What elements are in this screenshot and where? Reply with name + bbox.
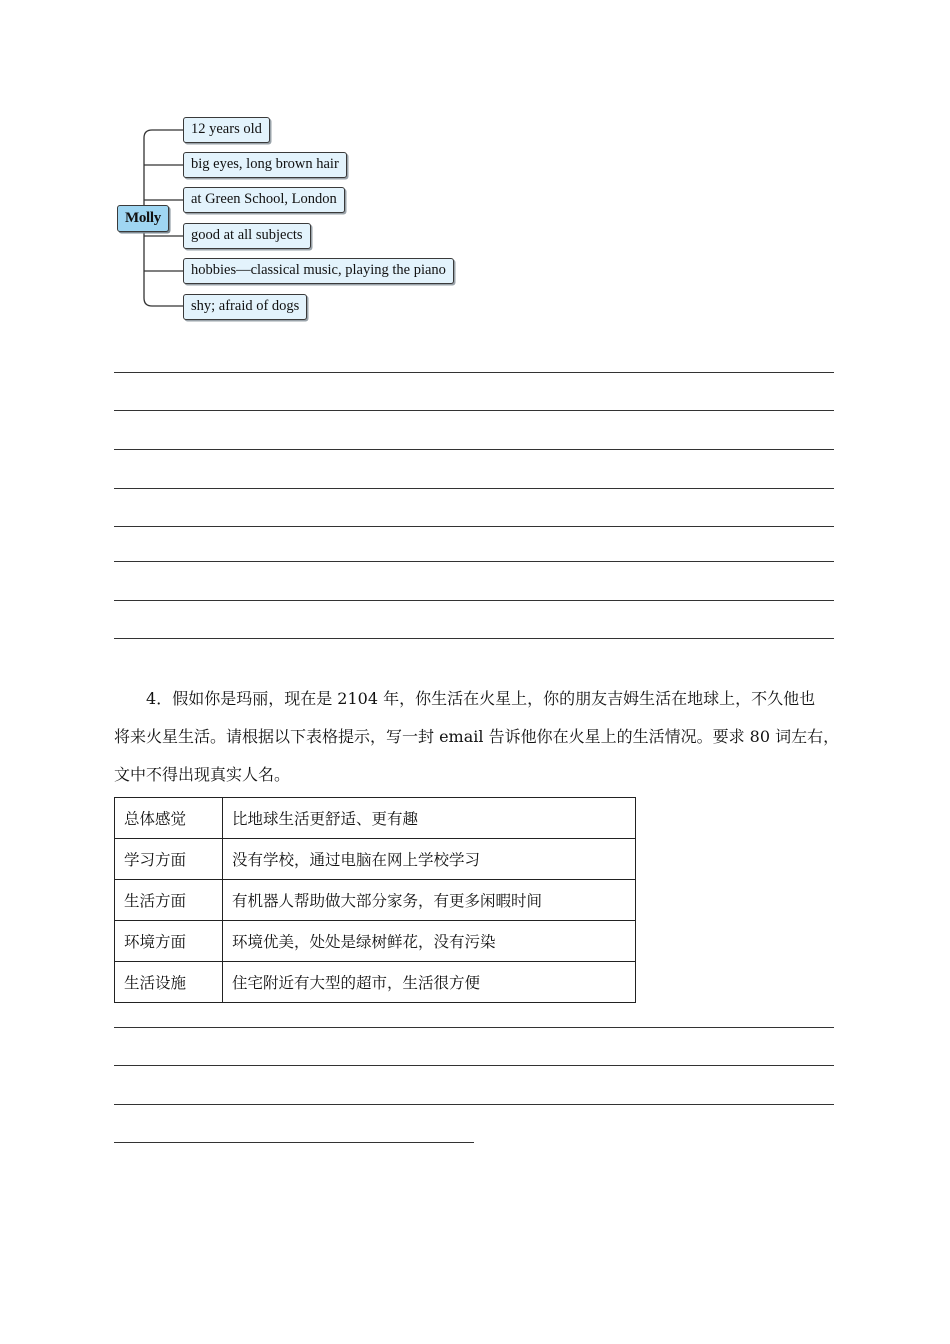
mind-map-node-school: at Green School, London <box>183 187 345 213</box>
molly-mind-map <box>0 0 950 340</box>
question-prompt-line-1: 4．假如你是玛丽，现在是 2104 年，你生活在火星上，你的朋友吉姆生活在地球上，不久他也 <box>146 689 816 708</box>
answer-line <box>114 488 834 489</box>
table-row <box>115 880 636 921</box>
answer-line <box>114 410 834 411</box>
table-key-cell: 生活方面 <box>115 880 223 921</box>
answer-line <box>114 600 834 601</box>
question-prompt-line-3: 文中不得出现真实人名。 <box>114 765 291 784</box>
table-key-cell: 环境方面 <box>115 921 223 962</box>
question-number: 4 <box>146 689 157 708</box>
table-value-cell: 环境优美，处处是绿树鲜花，没有污染 <box>223 921 636 962</box>
table-row <box>115 921 636 962</box>
mind-map-node-age: 12 years old <box>183 117 270 143</box>
answer-line <box>114 1027 834 1028</box>
table-value-cell: 没有学校，通过电脑在网上学校学习 <box>223 839 636 880</box>
question-prompt-line-2: 将来火星生活。请根据以下表格提示，写一封 email 告诉他你在火星上的生活情况。要求 80 词左右， <box>114 727 840 746</box>
answer-line-short <box>114 1142 474 1143</box>
answer-line <box>114 561 834 562</box>
answer-line <box>114 1104 834 1105</box>
answer-line <box>114 526 834 527</box>
question-4-prompt <box>114 680 849 794</box>
answer-line <box>114 372 834 373</box>
table-key-cell: 总体感觉 <box>115 798 223 839</box>
hints-table <box>114 797 636 1003</box>
answer-line <box>114 638 834 639</box>
table-value-cell: 比地球生活更舒适、更有趣 <box>223 798 636 839</box>
mind-map-node-hobbies: hobbies—classical music, playing the piano <box>183 258 454 284</box>
table-key-cell: 生活设施 <box>115 962 223 1003</box>
mind-map-node-subjects: good at all subjects <box>183 223 311 249</box>
table-row <box>115 839 636 880</box>
table-row <box>115 962 636 1003</box>
table-value-cell: 有机器人帮助做大部分家务，有更多闲暇时间 <box>223 880 636 921</box>
table-row <box>115 798 636 839</box>
table-key-cell: 学习方面 <box>115 839 223 880</box>
table-value-cell: 住宅附近有大型的超市，生活很方便 <box>223 962 636 1003</box>
mind-map-node-appearance: big eyes, long brown hair <box>183 152 347 178</box>
mind-map-node-personality: shy; afraid of dogs <box>183 294 307 320</box>
mind-map-root-node: Molly <box>117 205 169 232</box>
answer-line <box>114 1065 834 1066</box>
answer-line <box>114 449 834 450</box>
